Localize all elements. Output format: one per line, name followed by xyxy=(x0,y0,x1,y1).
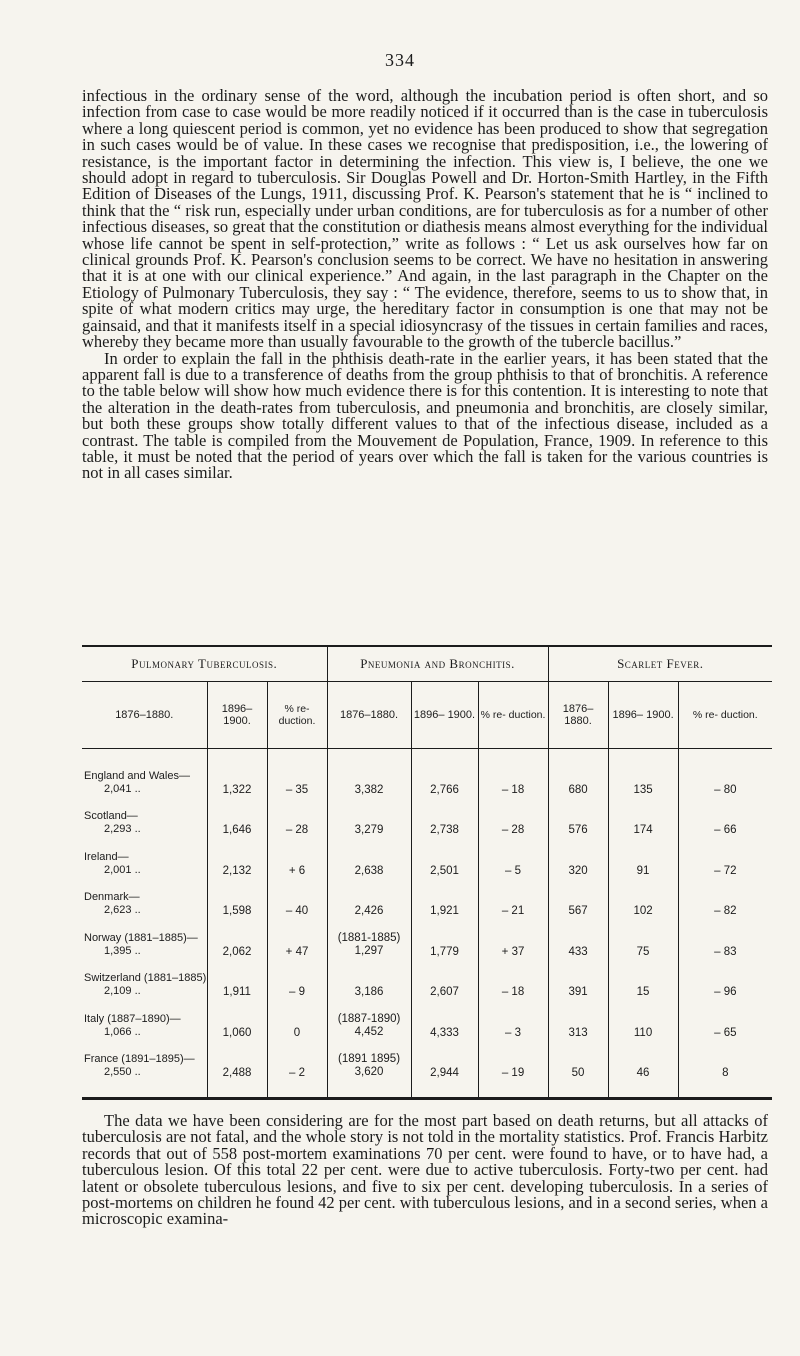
cell-value: – 82 xyxy=(678,879,772,920)
cell-value: 3,382 xyxy=(327,757,411,798)
cell-value: 1,322 xyxy=(207,757,267,798)
cell-value: 2,132 xyxy=(207,838,267,879)
cell-value: + 47 xyxy=(267,919,327,960)
country-name: France (1891–1895)— xyxy=(84,1053,195,1065)
table-row xyxy=(82,798,772,839)
cell-value: 8 xyxy=(678,1041,772,1082)
cell-value: – 28 xyxy=(478,798,548,839)
cell-value: 2,293 .. xyxy=(104,823,141,835)
cell-value: 3,620 xyxy=(354,1066,384,1078)
cell-value: – 66 xyxy=(678,798,772,839)
cell-value: – 65 xyxy=(678,1000,772,1041)
table-row xyxy=(82,960,772,1001)
cell-value: 1,598 xyxy=(207,879,267,920)
country-name: Denmark— xyxy=(84,891,140,903)
country-name: Switzerland (1881–1885) xyxy=(84,972,207,984)
cell-value: 4,452 xyxy=(354,1025,384,1038)
country-name: Italy (1887–1890)— xyxy=(84,1012,181,1025)
table-row xyxy=(82,919,772,960)
cell-value: 313 xyxy=(548,1000,608,1041)
cell-value: 3,279 xyxy=(327,798,411,839)
cell-value: 2,944 xyxy=(411,1041,478,1082)
paragraph: infectious in the ordinary sense of the word, although the incubation period is often short, and so infection from case to case would be more readily noticed if it occurred than is the case in tuberculosis where a long quiescent period is common, yet no evidence has been produced to show that segregation in such cases would be of value. In these cases we recognise that predisposition, i.e., the lowering of resistance, is the important factor in determining the infection. This view is, I believe, the one we should adopt in regard to tuberculosis. Sir Douglas Powell and Dr. Horton-Smith Hartley, in the Fifth Edition of Diseases of the Lungs, 1911, discussing Prof. K. Pearson's statement that he is “ inclined to think that the “ risk run, especially under urban conditions, are for tuberculosis as for a number of other infectious diseases, so great that the constitution or diathesis means almost everything for the individual whose life cannot be spent in self-protection,” write as follows : “ Let us ask ourselves how far on clinical grounds Prof. K. Pearson's conclusion seems to be correct. We have no hesitation in answering that it is at one with our clinical experience.” And again, in the last paragraph in the Chapter on the Etiology of Pulmonary Tuberculosis, they say : “ The evidence, therefore, seems to us to show that, in spite of what modern critics may urge, the hereditary factor in consumption is one that may not be gainsaid, and that it manifests itself in a special idiosyncrasy of the tissues in certain families and races, whereby they became more than usually favourable to the growth of the tubercle bacillus.” xyxy=(82,86,768,352)
cell-value: 2,607 xyxy=(411,960,478,1001)
cell-value: – 96 xyxy=(678,960,772,1001)
cell-value: – 3 xyxy=(478,1000,548,1041)
table-row xyxy=(82,838,772,879)
mortality-table xyxy=(82,645,772,1100)
cell-value: – 5 xyxy=(478,838,548,879)
body-text-bottom xyxy=(82,1113,768,1228)
cell-period: (1887-1890) xyxy=(337,1012,401,1025)
cell-period: (1881-1885) xyxy=(337,931,401,944)
body-text-top xyxy=(82,88,768,482)
country-name: Ireland— xyxy=(84,850,129,863)
group-header-pneumonia: Pneumonia and Bronchitis. xyxy=(327,646,548,682)
cell-value: 2,501 xyxy=(411,838,478,879)
cell-value: 0 xyxy=(267,1000,327,1041)
column-header: 1896– 1900. xyxy=(207,682,267,749)
cell-value: – 28 xyxy=(267,798,327,839)
cell-value: 2,623 .. xyxy=(104,904,141,916)
cell-value: – 19 xyxy=(478,1041,548,1082)
paragraph: In order to explain the fall in the phthisis death-rate in the earlier years, it has been stated that the apparent fall is due to a transference of deaths from the group phthisis to that of bronchitis. A reference to the table below will show how much evidence there is for this contention. It is interesting to note that the alteration in the death-rates from tuberculosis, and pneumonia and bronchitis, are closely similar, but both these groups show totally different values to that of the infectious disease, included as a contrast. The table is compiled from the Mouvement de Population, France, 1909. In reference to this table, it must be noted that the period of years over which the fall is taken for the various countries is not in all cases similar. xyxy=(82,348,768,483)
group-header-scarlet-fever: Scarlet Fever. xyxy=(548,646,772,682)
group-header-tuberculosis: Pulmonary Tuberculosis. xyxy=(82,646,327,682)
country-name: England and Wales— xyxy=(84,769,190,782)
cell-value: 1,297 xyxy=(354,944,384,957)
cell-value: 2,766 xyxy=(411,757,478,798)
country-name: Norway (1881–1885)— xyxy=(84,931,198,944)
cell-value: 576 xyxy=(548,798,608,839)
cell-value: 15 xyxy=(608,960,678,1001)
cell-value: 391 xyxy=(548,960,608,1001)
cell-value: 1,779 xyxy=(411,919,478,960)
cell-value: 50 xyxy=(548,1041,608,1082)
cell-value: – 35 xyxy=(267,757,327,798)
cell-value: 3,186 xyxy=(327,960,411,1001)
table-row xyxy=(82,879,772,920)
cell-value: 1,646 xyxy=(207,798,267,839)
cell-value: 2,738 xyxy=(411,798,478,839)
cell-value: 135 xyxy=(608,757,678,798)
cell-value: 2,550 .. xyxy=(104,1066,141,1078)
cell-value: – 40 xyxy=(267,879,327,920)
cell-value: 1,395 .. xyxy=(104,944,141,957)
cell-value: – 72 xyxy=(678,838,772,879)
cell-value: – 83 xyxy=(678,919,772,960)
cell-value: – 21 xyxy=(478,879,548,920)
cell-value: 2,062 xyxy=(207,919,267,960)
cell-value: + 6 xyxy=(267,838,327,879)
cell-value: 174 xyxy=(608,798,678,839)
cell-value: 2,426 xyxy=(327,879,411,920)
table-row xyxy=(82,757,772,798)
cell-value: 75 xyxy=(608,919,678,960)
cell-value: – 9 xyxy=(267,960,327,1001)
cell-value: 102 xyxy=(608,879,678,920)
cell-value: 1,911 xyxy=(207,960,267,1001)
cell-value: 2,638 xyxy=(327,838,411,879)
cell-value: 2,109 .. xyxy=(104,985,141,997)
column-header: 1876–1880. xyxy=(82,682,207,749)
cell-value: 567 xyxy=(548,879,608,920)
column-header: % re- duction. xyxy=(678,682,772,749)
page-number: 334 xyxy=(385,50,415,70)
cell-value: – 80 xyxy=(678,757,772,798)
cell-value: + 37 xyxy=(478,919,548,960)
column-header: 1876–1880. xyxy=(327,682,411,749)
cell-value: 2,041 .. xyxy=(104,782,141,795)
cell-value: 2,488 xyxy=(207,1041,267,1082)
cell-value: 320 xyxy=(548,838,608,879)
cell-value: 433 xyxy=(548,919,608,960)
paragraph: The data we have been considering are for the most part based on death returns, but all attacks of tuberculosis are not fatal, and the whole story is not told in the mortality statistics. Prof. Francis Harbitz records that out of 558 post-mortem examinations 70 per cent. were found to have, or to have had, a tuberculous lesion. Of this total 22 per cent. were due to active tuberculosis. Forty-two per cent. had latent or obsolete tuberculous lesions, and five to six per cent. developing tuberculosis. In a series of post-mortems on children he found 42 per cent. with tuberculous lesions, and in a second series, when a microscopic examina- xyxy=(82,1111,768,1229)
cell-value: 1,066 .. xyxy=(104,1025,141,1038)
cell-value: 110 xyxy=(608,1000,678,1041)
cell-value: 1,921 xyxy=(411,879,478,920)
column-header: 1896– 1900. xyxy=(411,682,478,749)
cell-value: 4,333 xyxy=(411,1000,478,1041)
cell-value: 46 xyxy=(608,1041,678,1082)
cell-value: – 2 xyxy=(267,1041,327,1082)
column-header: 1876– 1880. xyxy=(548,682,608,749)
cell-value: – 18 xyxy=(478,757,548,798)
cell-period: (1891 1895) xyxy=(338,1053,401,1065)
cell-value: 1,060 xyxy=(207,1000,267,1041)
cell-value: 680 xyxy=(548,757,608,798)
country-name: Scotland— xyxy=(84,810,138,822)
cell-value: 91 xyxy=(608,838,678,879)
table-row xyxy=(82,1041,772,1082)
column-header: % re- duction. xyxy=(267,682,327,749)
column-header: 1896– 1900. xyxy=(608,682,678,749)
column-header: % re- duction. xyxy=(478,682,548,749)
cell-value: – 18 xyxy=(478,960,548,1001)
cell-value: 2,001 .. xyxy=(104,863,141,876)
table-row xyxy=(82,1000,772,1041)
